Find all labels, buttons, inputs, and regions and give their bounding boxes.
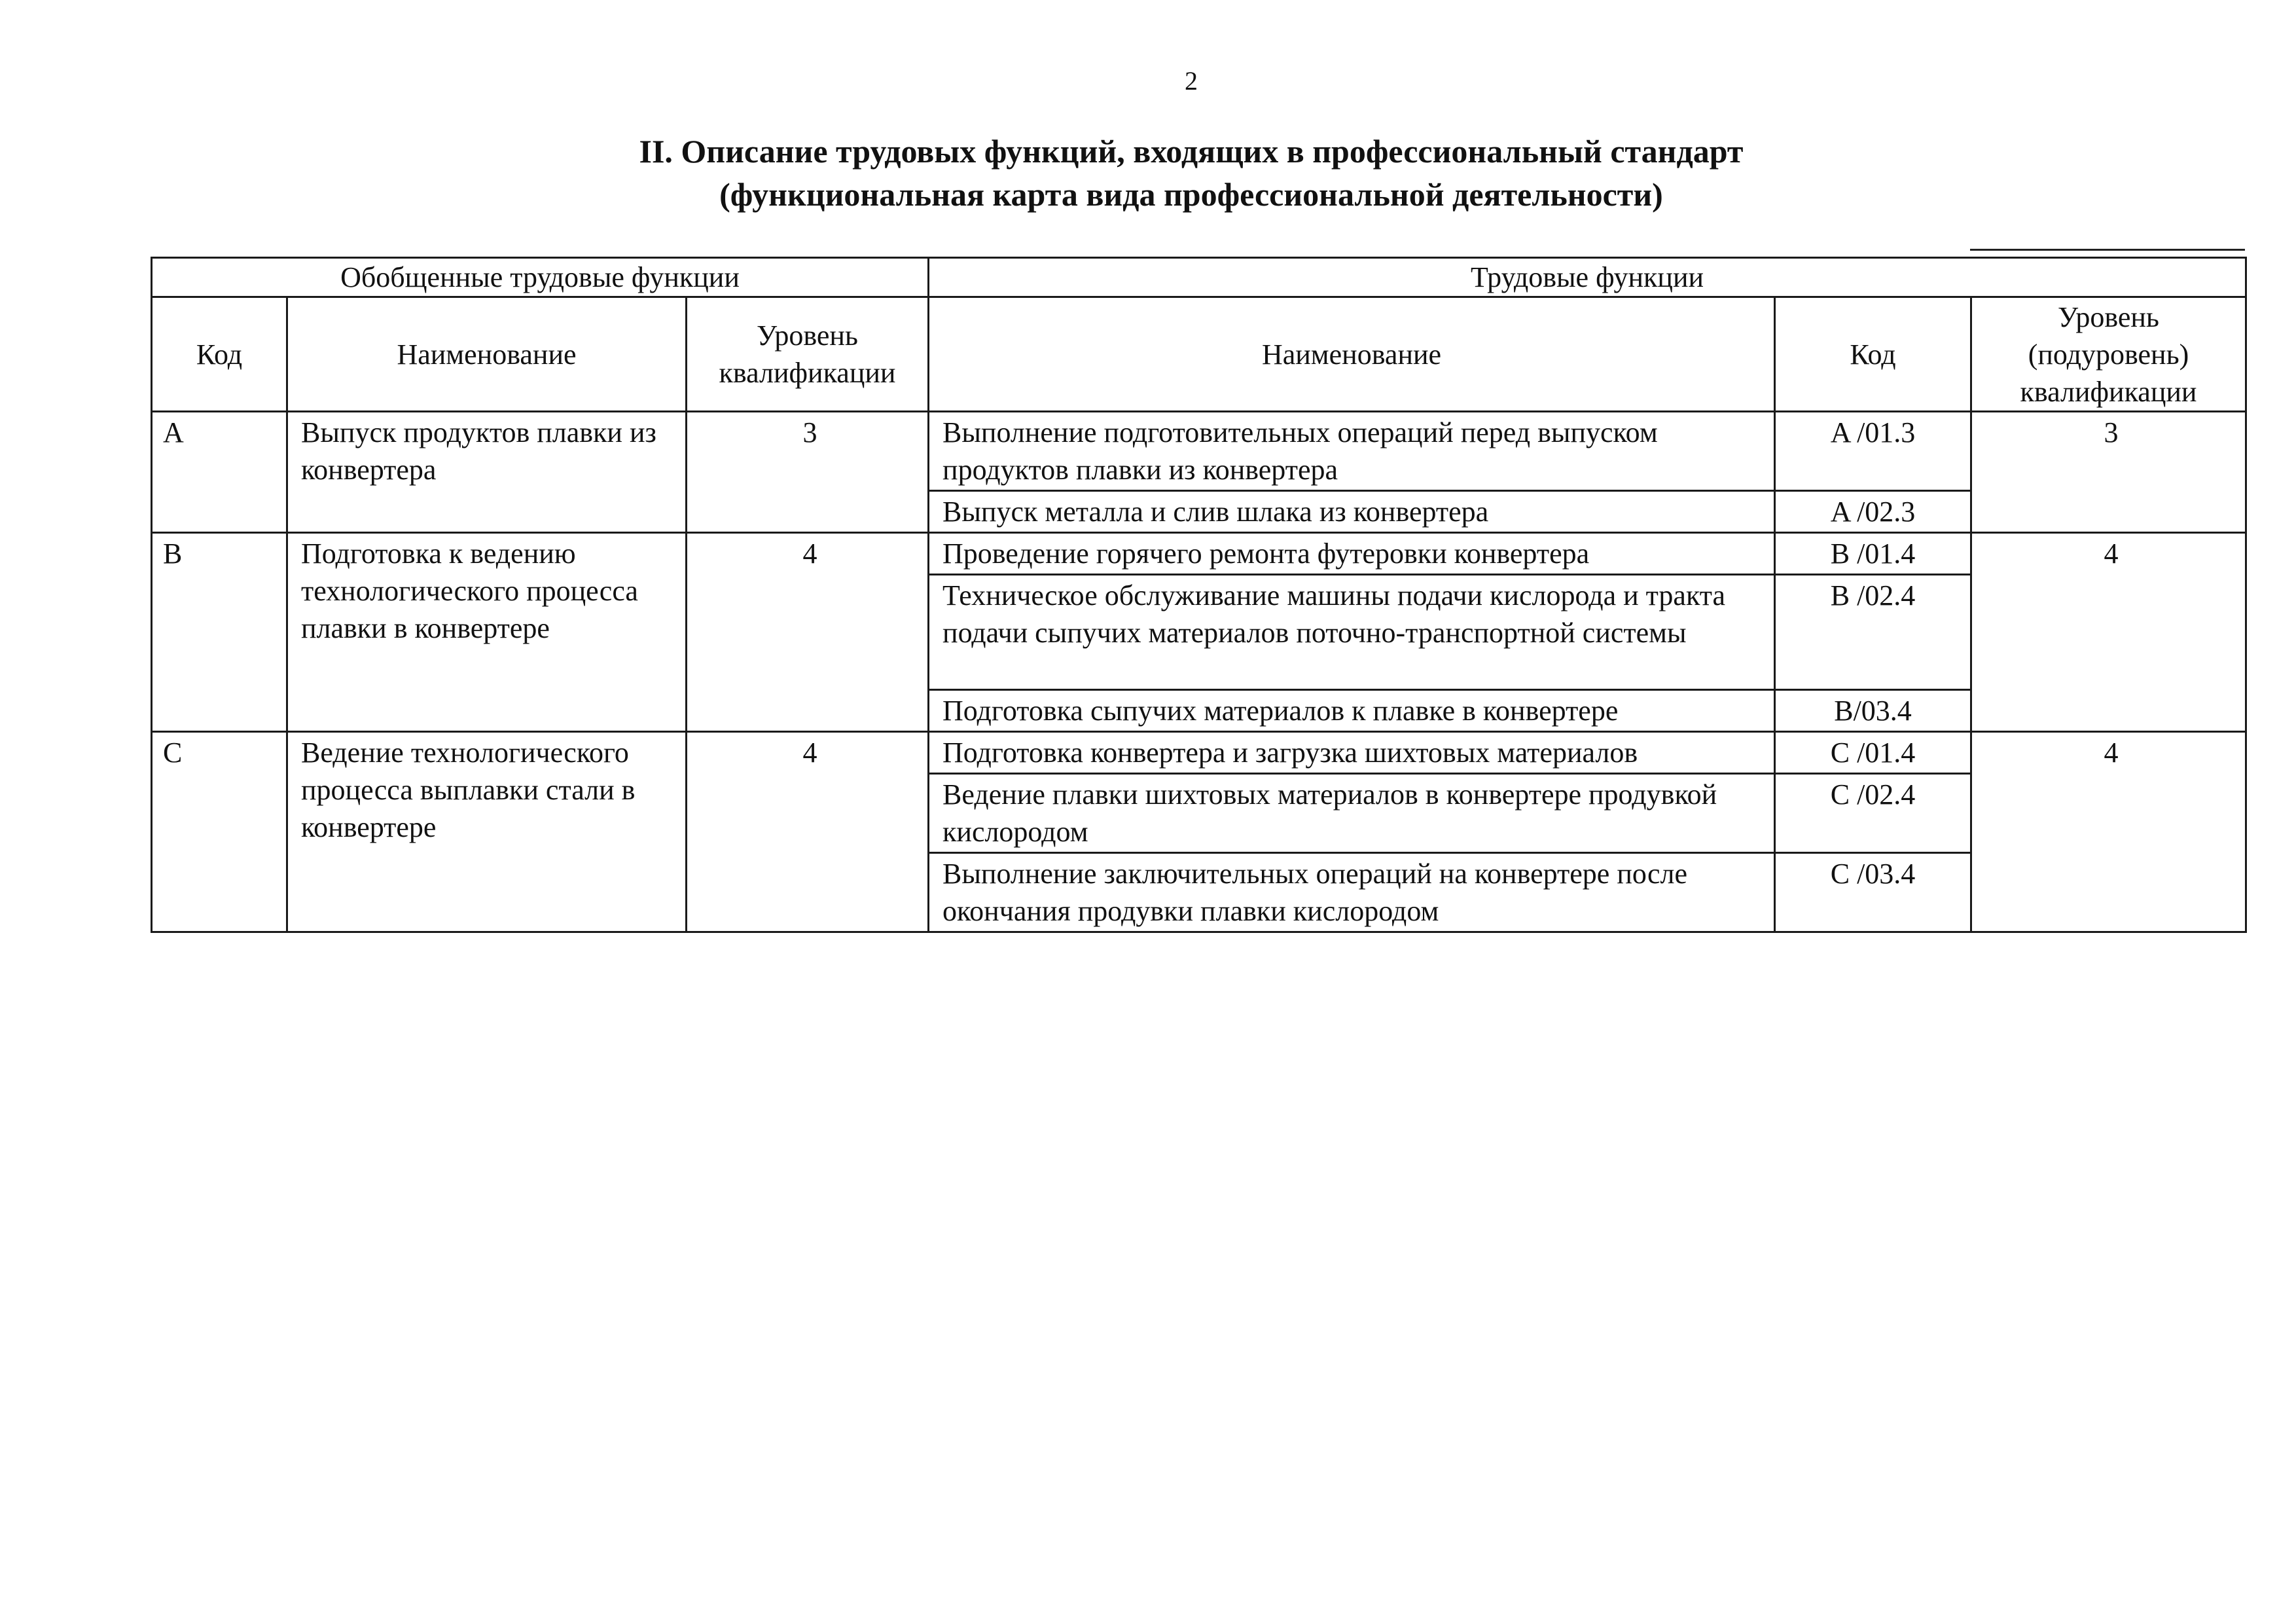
- labor-function-code: C /01.4: [1775, 732, 1971, 774]
- group-qualification-level: 4: [687, 732, 929, 932]
- header-name: Наименование: [287, 297, 687, 412]
- table-row: [152, 533, 2246, 575]
- header-labor-function-name: Наименование: [929, 297, 1775, 412]
- labor-function-name: Выполнение заключительных операций на конвертере после окончания продувки плавки кислородом: [929, 853, 1775, 932]
- labor-functions-header: Трудовые функции: [929, 258, 2246, 297]
- labor-function-name: Техническое обслуживание машины подачи кислорода и тракта подачи сыпучих материалов поточно-транспортной системы: [929, 575, 1775, 690]
- labor-function-name: Проведение горячего ремонта футеровки конвертера: [929, 533, 1775, 575]
- group-code: A: [152, 412, 287, 533]
- labor-function-sublevel: 3: [1971, 412, 2246, 533]
- column-header-row: [152, 297, 2246, 412]
- labor-function-name: Подготовка конвертера и загрузка шихтовых материалов: [929, 732, 1775, 774]
- section-title-line-1: II. Описание трудовых функций, входящих в профессиональный стандарт: [639, 133, 1744, 170]
- functional-map-table: [151, 257, 2247, 933]
- group-name: Подготовка к ведению технологического процесса плавки в конвертере: [287, 533, 687, 732]
- group-code: C: [152, 732, 287, 932]
- header-labor-function-sublevel: Уровень (подуровень) квалификации: [1971, 297, 2246, 412]
- header-code: Код: [152, 297, 287, 412]
- labor-function-code: A /02.3: [1775, 491, 1971, 533]
- group-name: Выпуск продуктов плавки из конвертера: [287, 412, 687, 533]
- group-name: Ведение технологического процесса выплавки стали в конвертере: [287, 732, 687, 932]
- section-title-line-2: (функциональная карта вида профессиональной деятельности): [719, 176, 1663, 213]
- page-number: 2: [1185, 66, 1198, 96]
- labor-function-name: Подготовка сыпучих материалов к плавке в конвертере: [929, 690, 1775, 732]
- labor-function-code: C /03.4: [1775, 853, 1971, 932]
- section-title: [0, 130, 2296, 216]
- labor-function-code: A /01.3: [1775, 412, 1971, 491]
- header-labor-function-code: Код: [1775, 297, 1971, 412]
- table-row: [152, 412, 2246, 491]
- labor-function-code: B /01.4: [1775, 533, 1971, 575]
- labor-function-sublevel: 4: [1971, 533, 2246, 732]
- group-qualification-level: 4: [687, 533, 929, 732]
- labor-function-code: B /02.4: [1775, 575, 1971, 690]
- top-rule-divider: [1970, 249, 2245, 251]
- group-code: B: [152, 533, 287, 732]
- table-row: [152, 732, 2246, 774]
- labor-function-name: Ведение плавки шихтовых материалов в конвертере продувкой кислородом: [929, 774, 1775, 853]
- generalized-functions-header: Обобщенные трудовые функции: [152, 258, 929, 297]
- labor-function-name: Выпуск металла и слив шлака из конвертера: [929, 491, 1775, 533]
- group-qualification-level: 3: [687, 412, 929, 533]
- labor-function-code: B/03.4: [1775, 690, 1971, 732]
- header-qualification-level: Уровень квалификации: [687, 297, 929, 412]
- labor-function-name: Выполнение подготовительных операций перед выпуском продуктов плавки из конвертера: [929, 412, 1775, 491]
- labor-function-code: C /02.4: [1775, 774, 1971, 853]
- group-header-row: [152, 258, 2246, 297]
- labor-function-sublevel: 4: [1971, 732, 2246, 932]
